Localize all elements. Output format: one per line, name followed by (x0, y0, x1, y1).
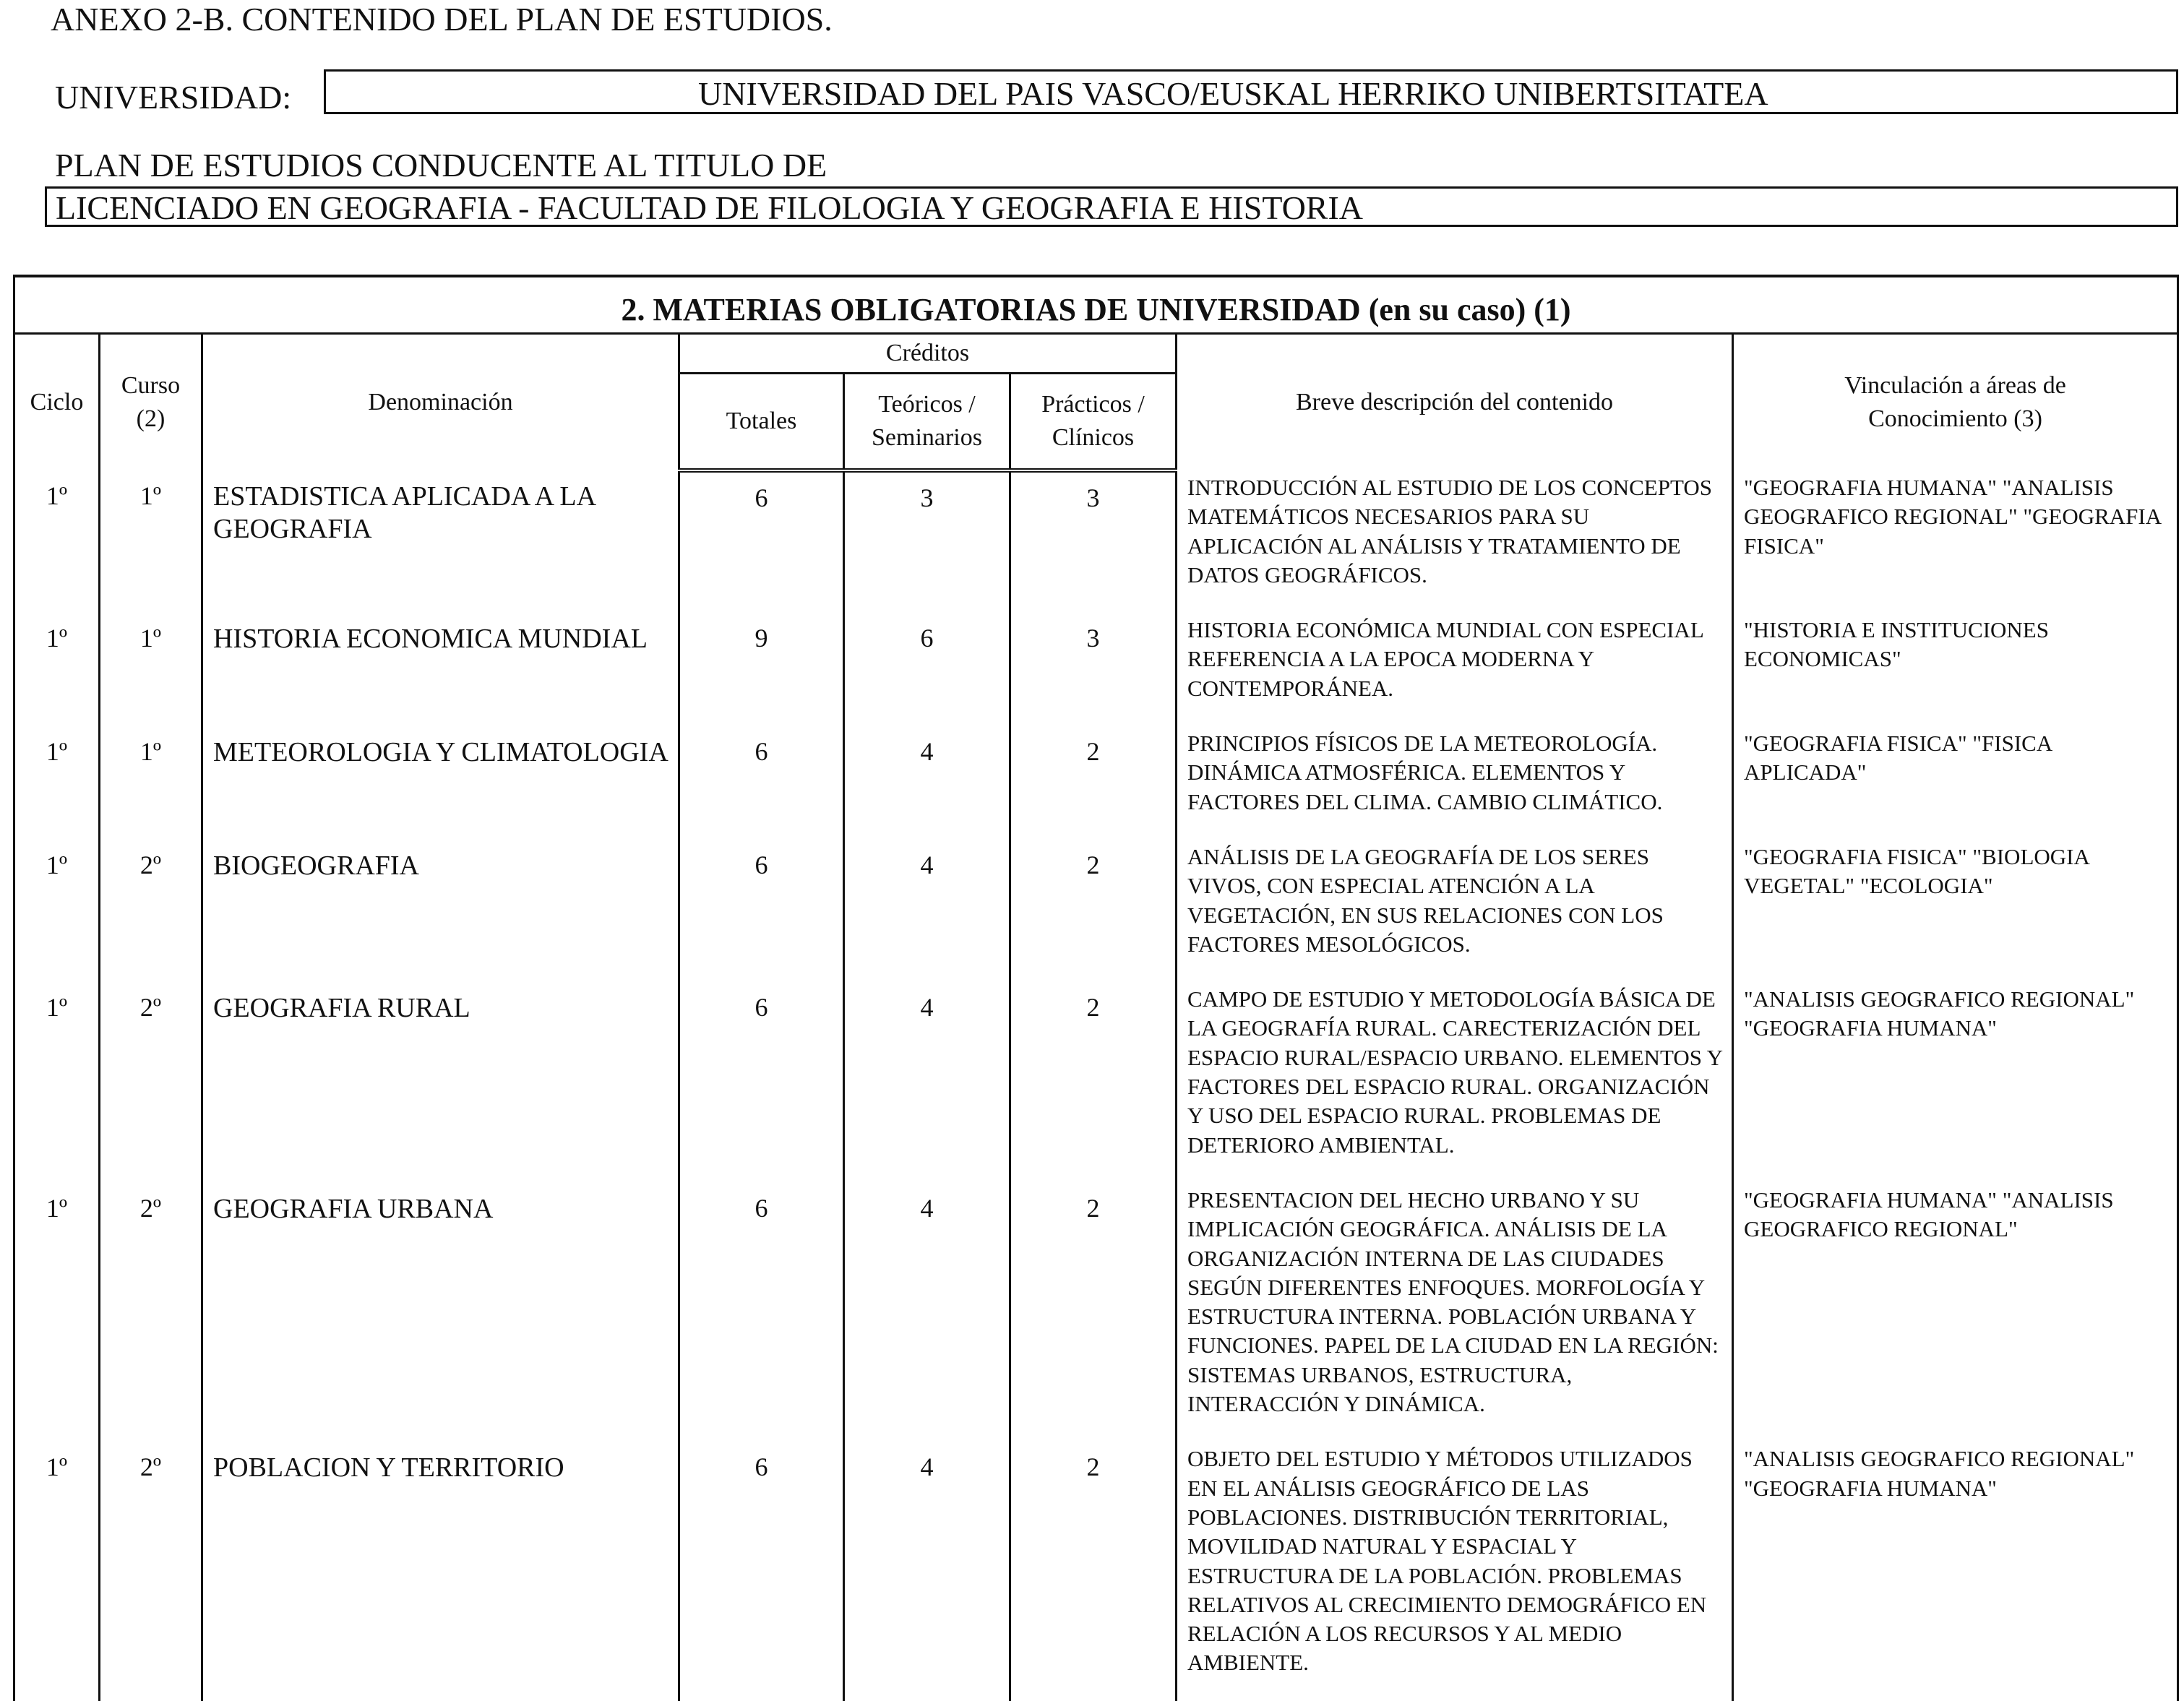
cell-denominacion: METEOROLOGIA Y CLIMATOLOGIA (202, 726, 679, 840)
table-row (14, 1442, 2178, 1700)
cell-descripcion: HISTORIA ECONÓMICA MUNDIAL CON ESPECIAL REFERENCIA A LA EPOCA MODERNA Y CONTEMPORÁNEA. (1177, 613, 1733, 726)
cell-denominacion: HISTORIA ECONOMICA MUNDIAL (202, 613, 679, 726)
cell-descripcion: PRESENTACION DEL HECHO URBANO Y SU IMPLICACIÓN GEOGRÁFICA. ANÁLISIS DE LA ORGANIZACIÓN INTERNA DE LAS CIUDADES SEGÚN DIFERENTES ENFOQUES. MORFOLOGÍA Y ESTRUCTURA INTERNA. POBLACIÓN URBANA Y FUNCIONES. PAPEL DE LA CIUDAD EN LA REGIÓN: SISTEMAS URBANOS, ESTRUCTURA, INTERACCIÓN Y DINÁMICA. (1177, 1183, 1733, 1442)
cell-practicos: 2 (1010, 726, 1177, 840)
cell-curso: 2º (100, 982, 202, 1183)
cell-ciclo: 1º (14, 726, 100, 840)
cell-vinculacion: "ANALISIS GEOGRAFICO REGIONAL" "GEOGRAFIA HUMANA" (1733, 1442, 2178, 1700)
cell-totales: 6 (679, 1183, 844, 1442)
cell-curso: 1º (100, 470, 202, 613)
cell-teoricos: 4 (844, 1442, 1010, 1700)
cell-curso: 1º (100, 613, 202, 726)
university-value: UNIVERSIDAD DEL PAIS VASCO/EUSKAL HERRIKO UNIBERTSITATEA (698, 75, 1768, 112)
table-row (14, 470, 2178, 613)
col-header-teoricos (844, 374, 1010, 471)
cell-descripcion: INTRODUCCIÓN AL ESTUDIO DE LOS CONCEPTOS MATEMÁTICOS NECESARIOS PARA SU APLICACIÓN AL ANÁLISIS Y TRATAMIENTO DE DATOS GEOGRÁFICOS. (1177, 470, 1733, 613)
cell-vinculacion: "GEOGRAFIA HUMANA" "ANALISIS GEOGRAFICO REGIONAL" "GEOGRAFIA FISICA" (1733, 470, 2178, 613)
cell-curso: 2º (100, 1442, 202, 1700)
col-header-practicos (1010, 374, 1177, 471)
cell-totales: 6 (679, 1442, 844, 1700)
cell-teoricos: 3 (844, 470, 1010, 613)
col-header-descripcion-text: Breve descripción del contenido (1295, 389, 1613, 416)
university-box (324, 69, 2178, 114)
annex-title: ANEXO 2-B. CONTENIDO DEL PLAN DE ESTUDIOS. (51, 1, 833, 38)
cell-teoricos: 4 (844, 1183, 1010, 1442)
table-row (14, 840, 2178, 982)
cell-ciclo: 1º (14, 982, 100, 1183)
col-header-vinculacion (1733, 334, 2178, 471)
col-header-practicos-text: Prácticos / Clínicos (1041, 391, 1145, 451)
col-header-curso (100, 334, 202, 471)
cell-teoricos: 4 (844, 726, 1010, 840)
cell-descripcion: ANÁLISIS DE LA GEOGRAFÍA DE LOS SERES VIVOS, CON ESPECIAL ATENCIÓN A LA VEGETACIÓN, EN SUS RELACIONES CON LOS FACTORES MESOLÓGICOS. (1177, 840, 1733, 982)
plan-box (45, 186, 2178, 227)
cell-practicos: 2 (1010, 840, 1177, 982)
cell-denominacion: GEOGRAFIA RURAL (202, 982, 679, 1183)
cell-vinculacion: "ANALISIS GEOGRAFICO REGIONAL" "GEOGRAFIA HUMANA" (1733, 982, 2178, 1183)
cell-totales: 6 (679, 470, 844, 613)
cell-ciclo: 1º (14, 613, 100, 726)
cell-curso: 2º (100, 1183, 202, 1442)
cell-denominacion: POBLACION Y TERRITORIO (202, 1442, 679, 1700)
university-label: UNIVERSIDAD: (55, 79, 292, 116)
table-title: 2. MATERIAS OBLIGATORIAS DE UNIVERSIDAD (en su caso) (1) (14, 276, 2178, 334)
cell-practicos: 2 (1010, 1183, 1177, 1442)
col-header-teoricos-text: Teóricos / Seminarios (872, 391, 982, 451)
table-row (14, 982, 2178, 1183)
cell-ciclo: 1º (14, 470, 100, 613)
cell-denominacion: ESTADISTICA APLICADA A LA GEOGRAFIA (202, 470, 679, 613)
cell-vinculacion: "GEOGRAFIA HUMANA" "ANALISIS GEOGRAFICO REGIONAL" (1733, 1183, 2178, 1442)
col-header-vinculacion-text: Vinculación a áreas de Conocimiento (3) (1844, 372, 2066, 432)
table-row (14, 613, 2178, 726)
cell-denominacion: BIOGEOGRAFIA (202, 840, 679, 982)
cell-curso: 1º (100, 726, 202, 840)
cell-practicos: 2 (1010, 982, 1177, 1183)
cell-ciclo: 1º (14, 1442, 100, 1700)
plan-label: PLAN DE ESTUDIOS CONDUCENTE AL TITULO DE (55, 147, 827, 184)
cell-curso: 2º (100, 840, 202, 982)
col-header-totales: Totales (679, 374, 844, 471)
table-row (14, 726, 2178, 840)
col-header-creditos: Créditos (679, 334, 1177, 374)
cell-denominacion: GEOGRAFIA URBANA (202, 1183, 679, 1442)
cell-totales: 9 (679, 613, 844, 726)
cell-vinculacion: "HISTORIA E INSTITUCIONES ECONOMICAS" (1733, 613, 2178, 726)
cell-practicos: 2 (1010, 1442, 1177, 1700)
cell-descripcion: PRINCIPIOS FÍSICOS DE LA METEOROLOGÍA. DINÁMICA ATMOSFÉRICA. ELEMENTOS Y FACTORES DEL CLIMA. CAMBIO CLIMÁTICO. (1177, 726, 1733, 840)
cell-totales: 6 (679, 726, 844, 840)
cell-teoricos: 4 (844, 840, 1010, 982)
col-header-denominacion: Denominación (202, 334, 679, 471)
cell-totales: 6 (679, 982, 844, 1183)
cell-descripcion: CAMPO DE ESTUDIO Y METODOLOGÍA BÁSICA DE LA GEOGRAFÍA RURAL. CARECTERIZACIÓN DEL ESPACIO RURAL/ESPACIO URBANO. ELEMENTOS Y FACTORES DEL ESPACIO RURAL. ORGANIZACIÓN Y USO DEL ESPACIO RURAL. PROBLEMAS DE DETERIORO AMBIENTAL. (1177, 982, 1733, 1183)
cell-ciclo: 1º (14, 1183, 100, 1442)
cell-practicos: 3 (1010, 613, 1177, 726)
col-header-curso-text: Curso (2) (121, 372, 181, 432)
table-row (14, 1183, 2178, 1442)
col-header-ciclo: Ciclo (14, 334, 100, 471)
cell-vinculacion: "GEOGRAFIA FISICA" "FISICA APLICADA" (1733, 726, 2178, 840)
plan-value: LICENCIADO EN GEOGRAFIA - FACULTAD DE FILOLOGIA Y GEOGRAFIA E HISTORIA (56, 189, 1364, 226)
col-header-descripcion (1177, 334, 1733, 471)
cell-descripcion: OBJETO DEL ESTUDIO Y MÉTODOS UTILIZADOS EN EL ANÁLISIS GEOGRÁFICO DE LAS POBLACIONES. DISTRIBUCIÓN TERRITORIAL, MOVILIDAD NATURAL Y ESPACIAL Y ESTRUCTURA DE LA POBLACIÓN. PROBLEMAS RELATIVOS AL CRECIMIENTO DEMOGRÁFICO EN RELACIÓN A LOS RECURSOS Y AL MEDIO AMBIENTE. (1177, 1442, 1733, 1700)
cell-vinculacion: "GEOGRAFIA FISICA" "BIOLOGIA VEGETAL" "ECOLOGIA" (1733, 840, 2178, 982)
cell-teoricos: 6 (844, 613, 1010, 726)
materias-table (13, 275, 2179, 1701)
cell-totales: 6 (679, 840, 844, 982)
cell-practicos: 3 (1010, 470, 1177, 613)
cell-ciclo: 1º (14, 840, 100, 982)
cell-teoricos: 4 (844, 982, 1010, 1183)
